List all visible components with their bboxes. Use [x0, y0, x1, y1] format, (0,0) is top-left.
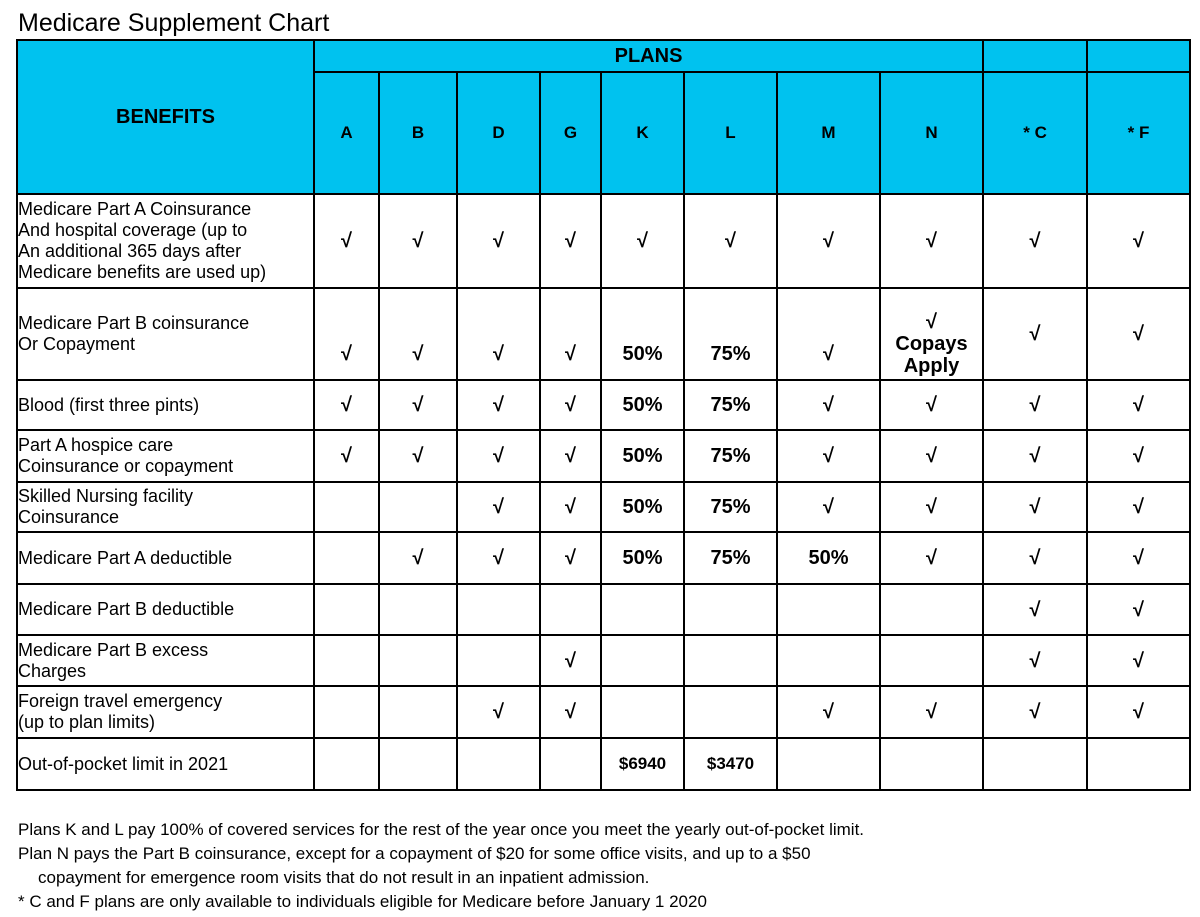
cell-plan-c: √: [983, 194, 1087, 288]
plan-header-l: L: [684, 72, 777, 194]
cell-plan-d: [457, 635, 540, 686]
cell-plan-f: √: [1087, 686, 1190, 738]
cell-plan-k: √: [601, 194, 684, 288]
footnote-n-continued: copayment for emergence room visits that do not result in an inpatient admission.: [38, 868, 650, 887]
cell-plan-a: [314, 482, 379, 532]
cell-plan-l: [684, 686, 777, 738]
cell-plan-l: 75%: [684, 288, 777, 380]
cell-plan-a: [314, 686, 379, 738]
footnotes: [18, 818, 1188, 914]
cell-plan-d: √: [457, 430, 540, 482]
benefit-label: Medicare Part B excess Charges: [17, 635, 314, 686]
cell-plan-f: √: [1087, 288, 1190, 380]
plan-header-f: * F: [1087, 72, 1190, 194]
benefit-label: Part A hospice care Coinsurance or copayment: [17, 430, 314, 482]
cell-plan-f: √: [1087, 532, 1190, 584]
cell-plan-d: √: [457, 194, 540, 288]
cell-plan-g: √: [540, 482, 601, 532]
cell-plan-k: [601, 584, 684, 635]
cell-plan-g: √: [540, 635, 601, 686]
footnote-c-f: * C and F plans are only available to individuals eligible for Medicare before January 1 2020: [18, 892, 707, 911]
cell-plan-m: √: [777, 380, 880, 430]
cell-plan-l: 75%: [684, 380, 777, 430]
cell-plan-n: √: [880, 380, 983, 430]
cell-plan-n: √ Copays Apply: [880, 288, 983, 380]
cell-plan-a: √: [314, 194, 379, 288]
cell-plan-l: [684, 584, 777, 635]
cell-plan-m: √: [777, 430, 880, 482]
footnote-n: Plan N pays the Part B coinsurance, except for a copayment of $20 for some office visits, and up to a $50: [18, 844, 811, 863]
table-row: [17, 532, 1190, 584]
table-row: [17, 380, 1190, 430]
benefit-label: Skilled Nursing facility Coinsurance: [17, 482, 314, 532]
cell-plan-n: [880, 738, 983, 790]
cell-plan-d: √: [457, 380, 540, 430]
cell-plan-c: √: [983, 635, 1087, 686]
cell-plan-g: √: [540, 430, 601, 482]
plan-header-b: B: [379, 72, 457, 194]
cell-plan-l: √: [684, 194, 777, 288]
cell-plan-a: √: [314, 288, 379, 380]
cell-plan-g: √: [540, 194, 601, 288]
table-row: [17, 288, 1190, 380]
cell-plan-d: √: [457, 288, 540, 380]
cell-plan-d: √: [457, 482, 540, 532]
cell-plan-m: [777, 738, 880, 790]
cell-plan-c: √: [983, 430, 1087, 482]
cell-plan-b: √: [379, 288, 457, 380]
cell-plan-b: [379, 482, 457, 532]
cell-plan-d: [457, 738, 540, 790]
cell-plan-n: √: [880, 430, 983, 482]
cell-plan-f: √: [1087, 584, 1190, 635]
plan-header-k: K: [601, 72, 684, 194]
cell-plan-k: 50%: [601, 430, 684, 482]
table-row: [17, 482, 1190, 532]
cell-plan-a: √: [314, 430, 379, 482]
cell-plan-f: √: [1087, 380, 1190, 430]
cell-plan-l: 75%: [684, 430, 777, 482]
cell-plan-f: √: [1087, 635, 1190, 686]
cell-plan-a: √: [314, 380, 379, 430]
cell-plan-c: √: [983, 380, 1087, 430]
cell-plan-g: [540, 584, 601, 635]
cell-plan-g: √: [540, 380, 601, 430]
cell-plan-n: √: [880, 482, 983, 532]
cell-plan-f: [1087, 738, 1190, 790]
cell-plan-n: [880, 584, 983, 635]
benefit-label: Medicare Part B coinsurance Or Copayment: [17, 288, 314, 380]
cell-plan-m: [777, 584, 880, 635]
plan-header-n: N: [880, 72, 983, 194]
cell-plan-k: 50%: [601, 380, 684, 430]
cell-plan-b: √: [379, 194, 457, 288]
cell-plan-a: [314, 635, 379, 686]
plan-header-m: M: [777, 72, 880, 194]
cell-plan-k: 50%: [601, 288, 684, 380]
cell-plan-g: √: [540, 686, 601, 738]
cell-plan-m: 50%: [777, 532, 880, 584]
cell-plan-l: 75%: [684, 532, 777, 584]
cell-plan-d: √: [457, 532, 540, 584]
benefits-header: BENEFITS: [17, 40, 314, 194]
benefit-label: Foreign travel emergency (up to plan limits): [17, 686, 314, 738]
cell-plan-b: √: [379, 532, 457, 584]
cell-plan-g: √: [540, 288, 601, 380]
benefit-label: Medicare Part B deductible: [17, 584, 314, 635]
cell-plan-b: [379, 738, 457, 790]
benefit-label: Medicare Part A Coinsurance And hospital coverage (up to An additional 365 days after Medicare benefits are used up): [17, 194, 314, 288]
cell-plan-k: [601, 686, 684, 738]
cell-plan-c: [983, 738, 1087, 790]
cell-plan-m: √: [777, 288, 880, 380]
medicare-supplement-table: [16, 39, 1191, 791]
cell-plan-n: √: [880, 532, 983, 584]
plan-header-c: * C: [983, 72, 1087, 194]
cell-plan-n: √: [880, 686, 983, 738]
empty-header-c: [983, 40, 1087, 72]
cell-plan-c: √: [983, 482, 1087, 532]
cell-plan-a: [314, 738, 379, 790]
table-row: [17, 738, 1190, 790]
cell-plan-c: √: [983, 686, 1087, 738]
cell-plan-m: √: [777, 194, 880, 288]
table-row: [17, 584, 1190, 635]
cell-plan-l: $3470: [684, 738, 777, 790]
footnote-k-l: Plans K and L pay 100% of covered services for the rest of the year once you meet the yearly out-of-pocket limit.: [18, 820, 865, 839]
empty-header-f: [1087, 40, 1190, 72]
cell-plan-b: √: [379, 430, 457, 482]
benefit-label: Medicare Part A deductible: [17, 532, 314, 584]
cell-plan-a: [314, 532, 379, 584]
cell-plan-m: [777, 635, 880, 686]
cell-plan-b: [379, 635, 457, 686]
cell-plan-d: √: [457, 686, 540, 738]
table-row: [17, 686, 1190, 738]
cell-plan-d: [457, 584, 540, 635]
cell-plan-b: [379, 584, 457, 635]
plan-header-d: D: [457, 72, 540, 194]
cell-plan-m: √: [777, 482, 880, 532]
table-row: [17, 430, 1190, 482]
cell-plan-f: √: [1087, 194, 1190, 288]
cell-plan-g: [540, 738, 601, 790]
plans-header: PLANS: [314, 40, 983, 72]
cell-plan-n: √: [880, 194, 983, 288]
cell-plan-m: √: [777, 686, 880, 738]
cell-plan-k: 50%: [601, 482, 684, 532]
cell-plan-c: √: [983, 288, 1087, 380]
cell-plan-k: [601, 635, 684, 686]
plan-header-a: A: [314, 72, 379, 194]
benefit-label: Out-of-pocket limit in 2021: [17, 738, 314, 790]
cell-plan-n: [880, 635, 983, 686]
cell-plan-g: √: [540, 532, 601, 584]
table-row: [17, 635, 1190, 686]
cell-plan-a: [314, 584, 379, 635]
benefit-label: Blood (first three pints): [17, 380, 314, 430]
table-row: [17, 194, 1190, 288]
cell-plan-b: [379, 686, 457, 738]
cell-plan-f: √: [1087, 482, 1190, 532]
cell-plan-k: 50%: [601, 532, 684, 584]
page-title: Medicare Supplement Chart: [18, 9, 330, 37]
cell-plan-l: [684, 635, 777, 686]
cell-plan-b: √: [379, 380, 457, 430]
cell-plan-l: 75%: [684, 482, 777, 532]
cell-plan-f: √: [1087, 430, 1190, 482]
cell-plan-c: √: [983, 584, 1087, 635]
cell-plan-k: $6940: [601, 738, 684, 790]
cell-plan-c: √: [983, 532, 1087, 584]
plan-header-g: G: [540, 72, 601, 194]
